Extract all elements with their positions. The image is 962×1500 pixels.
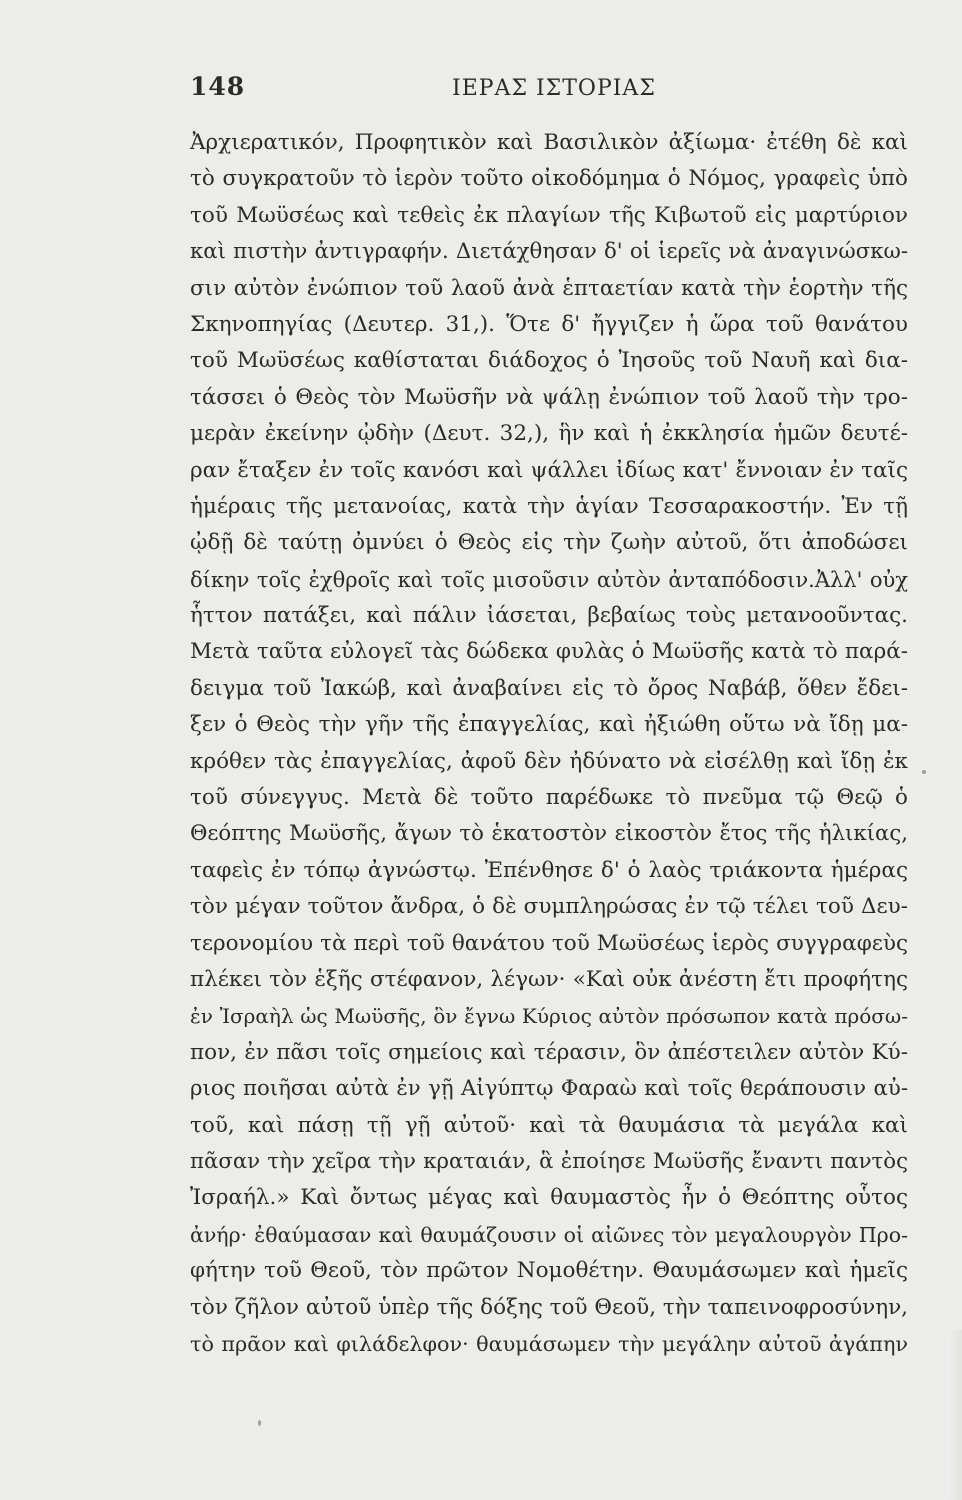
- text-line: τοῦ, καὶ πάσῃ τῇ γῇ αὐτοῦ· καὶ τὰ θαυμάσια τὰ μεγάλα καὶ: [190, 1112, 908, 1138]
- text-line: τὸ συγκρατοῦν τὸ ἱερὸν τοῦτο οἰκοδόμημα ὁ Νόμος, γραφεὶς ὑπὸ: [190, 166, 908, 192]
- text-line: ραν ἔταξεν ἐν τοῖς κανόσι καὶ ψάλλει ἰδίως κατ' ἔννοιαν ἐν ταῖς: [190, 457, 908, 483]
- text-line: δίκην τοῖς ἐχθροῖς καὶ τοῖς μισοῦσιν αὐτὸν ἀνταπόδοσιν.Ἀλλ' οὐχ: [190, 567, 908, 592]
- text-line: Ἰσραήλ.» Καὶ ὄντως μέγας καὶ θαυμαστὸς ἦν ὁ Θεόπτης οὗτος: [190, 1185, 908, 1211]
- text-line: ἡμέραις τῆς μετανοίας, κατὰ τὴν ἁγίαν Τεσσαρακοστήν. Ἐν τῇ: [190, 493, 908, 519]
- text-line: πᾶσαν τὴν χεῖρα τὴν κραταιάν, ἃ ἐποίησε Μωϋσῆς ἔναντι παντὸς: [190, 1148, 908, 1174]
- paper-speck: [922, 770, 926, 774]
- running-title: ΙΕΡΑΣ ΙΣΤΟΡΙΑΣ: [452, 76, 656, 101]
- text-line: τοῦ Μωϋσέως καὶ τεθεὶς ἐκ πλαγίων τῆς Κιβωτοῦ εἰς μαρτύριον: [190, 202, 908, 228]
- text-line: Θεόπτης Μωϋσῆς, ἄγων τὸ ἑκατοστὸν εἰκοστὸν ἔτος τῆς ἡλικίας,: [190, 821, 908, 847]
- text-line: ξεν ὁ Θεὸς τὴν γῆν τῆς ἐπαγγελίας, καὶ ἠξιώθη οὕτω νὰ ἴδῃ μα-: [190, 712, 908, 738]
- text-line: ριος ποιῆσαι αὐτὰ ἐν γῇ Αἰγύπτῳ Φαραὼ καὶ τοῖς θεράπουσιν αὐ-: [190, 1076, 908, 1102]
- text-line: Σκηνοπηγίας (Δευτερ. 31,). Ὅτε δ' ἤγγιζεν ἡ ὥρα τοῦ θανάτου: [190, 311, 908, 337]
- page-header: [190, 72, 910, 112]
- text-line: τὸν ζῆλον αὐτοῦ ὑπὲρ τῆς δόξης τοῦ Θεοῦ, τὴν ταπεινοφροσύνην,: [190, 1294, 908, 1320]
- text-line: πλέκει τὸν ἑξῆς στέφανον, λέγων· «Καὶ οὐκ ἀνέστη ἔτι προφήτης: [190, 966, 908, 992]
- text-line: τερονομίου τὰ περὶ τοῦ θανάτου τοῦ Μωϋσέως ἱερὸς συγγραφεὺς: [190, 930, 908, 956]
- text-line: ᾠδῇ δὲ ταύτῃ ὀμνύει ὁ Θεὸς εἰς τὴν ζωὴν αὐτοῦ, ὅτι ἀποδώσει: [190, 530, 908, 556]
- text-line: ταφεὶς ἐν τόπῳ ἀγνώστῳ. Ἐπένθησε δ' ὁ λαὸς τριάκοντα ἡμέρας: [190, 857, 908, 883]
- paper-speck: [258, 1420, 261, 1426]
- text-line: πον, ἐν πᾶσι τοῖς σημείοις καὶ τέρασιν, ὃν ἀπέστειλεν αὐτὸν Κύ-: [190, 1039, 908, 1065]
- text-line: δειγμα τοῦ Ἰακώβ, καὶ ἀναβαίνει εἰς τὸ ὄρος Ναβάβ, ὅθεν ἔδει-: [190, 675, 908, 701]
- text-line: σιν αὐτὸν ἐνώπιον τοῦ λαοῦ ἀνὰ ἑπταετίαν κατὰ τὴν ἑορτὴν τῆς: [190, 275, 908, 301]
- text-line: τάσσει ὁ Θεὸς τὸν Μωϋσῆν νὰ ψάλῃ ἐνώπιον τοῦ λαοῦ τὴν τρο-: [190, 384, 908, 410]
- text-line: τὸν μέγαν τοῦτον ἄνδρα, ὁ δὲ συμπληρώσας ἐν τῷ τέλει τοῦ Δευ-: [190, 894, 908, 920]
- text-line: ἐν Ἰσραὴλ ὡς Μωϋσῆς, ὃν ἔγνω Κύριος αὐτὸν πρόσωπον κατὰ πρόσω-: [190, 1004, 908, 1029]
- text-line: Ἀρχιερατικόν, Προφητικὸν καὶ Βασιλικὸν ἀξίωμα· ἐτέθη δὲ καὶ: [190, 130, 908, 155]
- body-text: [190, 125, 908, 1362]
- text-line: καὶ πιστὴν ἀντιγραφήν. Διετάχθησαν δ' οἱ ἱερεῖς νὰ ἀναγινώσκω-: [190, 239, 908, 265]
- page-number: 148: [190, 72, 246, 101]
- text-line: τὸ πρᾶον καὶ φιλάδελφον· θαυμάσωμεν τὴν μεγάλην αὐτοῦ ἀγάπην: [190, 1331, 908, 1356]
- text-line: μερὰν ἐκείνην ᾠδὴν (Δευτ. 32,), ἣν καὶ ἡ ἐκκλησία ἡμῶν δευτέ-: [190, 421, 908, 447]
- text-line: ἧττον πατάξει, καὶ πάλιν ἰάσεται, βεβαίως τοὺς μετανοοῦντας.: [190, 603, 908, 629]
- text-line: φήτην τοῦ Θεοῦ, τὸν πρῶτον Νομοθέτην. Θαυμάσωμεν καὶ ἡμεῖς: [190, 1258, 908, 1284]
- text-line: τοῦ σύνεγγυς. Μετὰ δὲ τοῦτο παρέδωκε τὸ πνεῦμα τῷ Θεῷ ὁ: [190, 785, 908, 811]
- text-line: κρόθεν τὰς ἐπαγγελίας, ἀφοῦ δὲν ἠδύνατο νὰ εἰσέλθῃ καὶ ἴδῃ ἐκ: [190, 748, 908, 774]
- page-edge-shadow: [950, 1330, 962, 1500]
- text-line: τοῦ Μωϋσέως καθίσταται διάδοχος ὁ Ἰησοῦς τοῦ Ναυῆ καὶ δια-: [190, 348, 908, 374]
- text-line: Μετὰ ταῦτα εὐλογεῖ τὰς δώδεκα φυλὰς ὁ Μωϋσῆς κατὰ τὸ παρά-: [190, 639, 908, 665]
- text-line: ἀνήρ· ἐθαύμασαν καὶ θαυμάζουσιν οἱ αἰῶνες τὸν μεγαλουργὸν Προ-: [190, 1222, 908, 1247]
